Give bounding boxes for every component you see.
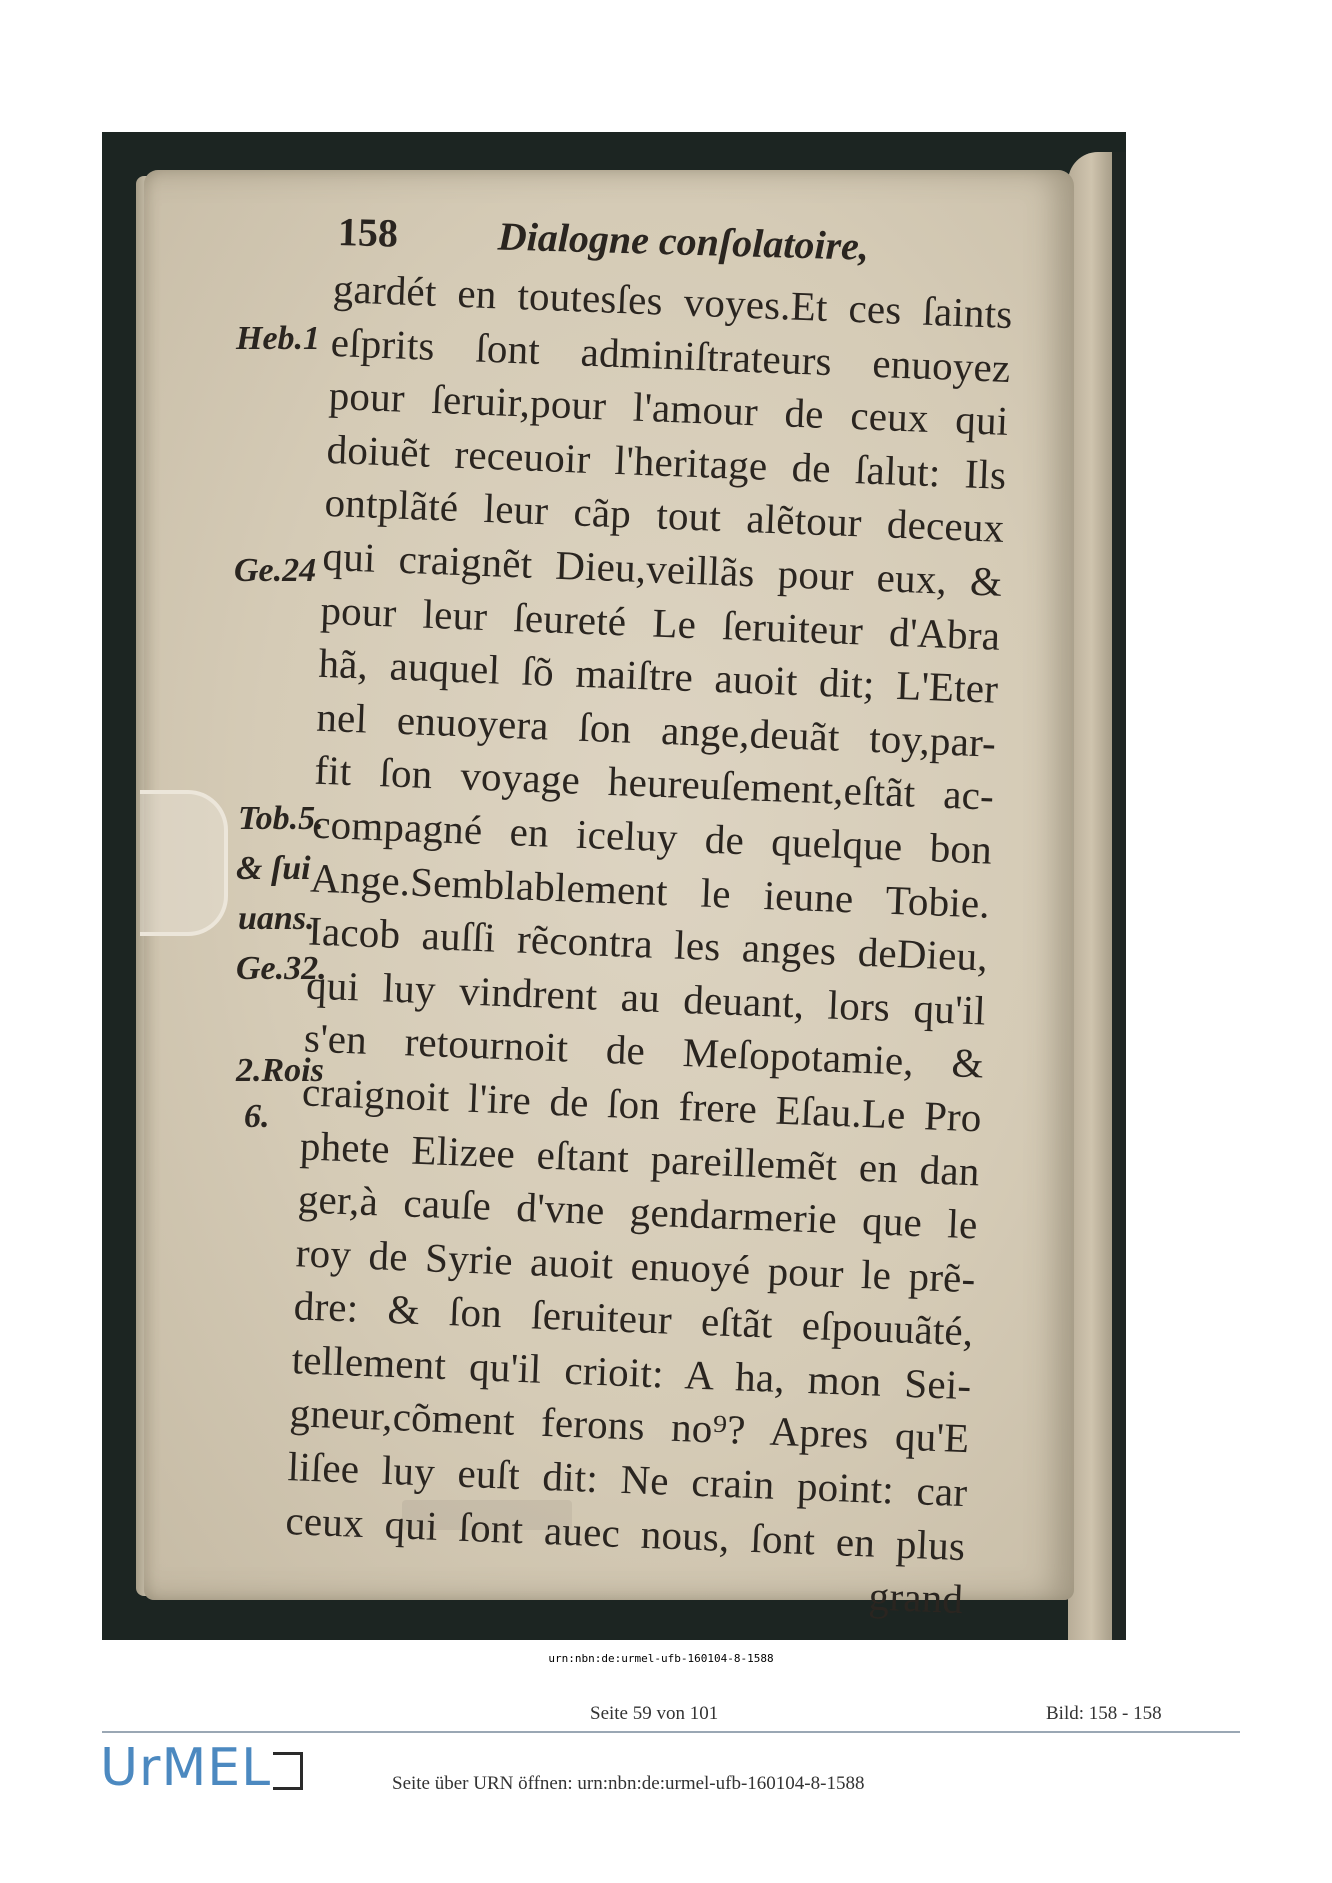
text-line: phete Elizee eſtant pareillemẽt en dan [299,1121,981,1194]
urn-caption [0,1652,1332,1665]
text-line: qui luy vindrent au deuant, lors qu'il [305,961,987,1034]
text-line: compagné en iceluy de quelque bon [311,800,993,873]
text-line: nel enuoyera ſon ange,deuãt toy,par- [315,693,997,766]
text-line: ger,à cauſe d'vne gendarmerie que le [297,1175,979,1248]
margin-note: uans. [238,900,315,937]
text-line: roy de Syrie auoit enuoyé pour le prẽ- [295,1228,977,1302]
urn-caption-text: urn:nbn:de:urmel-ufb-160104-8-1588 [548,1652,774,1665]
text-line: Iacob auſſi rẽcontra les anges deDieu, [307,907,989,980]
open-urn-label: Seite über URN öffnen: [392,1773,573,1794]
margin-note: 2.Rois [236,1052,324,1089]
text-line: hã, auquel ſõ maiſtre auoit dit; L'Eter [317,639,999,712]
logo-text: UrMEL [100,1738,272,1798]
text-line: eſprits ſont adminiſtrateurs enuoyez [330,318,1012,391]
running-header [337,208,938,272]
margin-note: Tob.5. [238,800,324,837]
text-line: pour ſeruir,pour l'amour de ceux qui [328,372,1010,445]
text-line: fit ſon voyage heureuſement,eſtãt ac- [313,746,995,820]
urmel-logo [100,1738,303,1798]
scanned-page-image [102,132,1126,1640]
text-line: doiuẽt receuoir l'heritage de ſalut: Ils [325,425,1008,498]
printed-text-area [102,132,1126,1640]
text-line: pour leur ſeureté Le ſeruiteur d'Abra [319,586,1002,659]
body-text [283,262,1014,1627]
logo-bracket-icon [273,1752,303,1790]
margin-note: Ge.32. [236,950,327,987]
running-title: Dialogne conſolatoire, [497,213,870,269]
footer-divider [102,1731,1240,1733]
text-line: ceux qui ſont auec nous, ſont en plus [284,1496,967,1569]
text-line: Ange.Semblablement le ieune Tobie. [309,854,991,927]
margin-note: Ge.24 [234,552,317,589]
text-line: tellement qu'il crioit: A ha, mon Sei- [290,1336,973,1409]
margin-note: 6. [244,1098,270,1135]
open-by-urn [392,1773,864,1795]
page-indicator: Seite 59 von 101 [590,1703,719,1724]
text-line: craignoit l'ire de ſon frere Eſau.Le Pro [301,1068,983,1141]
urn-link[interactable]: urn:nbn:de:urmel-ufb-160104-8-1588 [577,1773,865,1794]
image-indicator: Bild: 158 - 158 [1046,1703,1162,1724]
text-line: gardét en toutesſes voyes.Et ces ſaints [332,264,1014,338]
text-line: qui craignẽt Dieu,veillãs pour eux, & [321,532,1004,605]
margin-note: Heb.1 [236,320,321,357]
text-line: s'en retournoit de Meſopotamie, & [303,1014,985,1087]
text-line: liſee luy euſt dit: Ne crain point: car [286,1443,969,1516]
text-line: dre: & ſon ſeruiteur eſtãt eſpouuãté, [293,1282,975,1355]
catchword: grand [867,1572,965,1623]
text-line: ontplãté leur cãp tout alẽtour deceux [323,479,1006,552]
text-line: gneur,cõment ferons no⁹? Apres qu'E [288,1389,971,1462]
book-page-number: 158 [337,209,399,256]
margin-note: & ſui [236,850,311,887]
